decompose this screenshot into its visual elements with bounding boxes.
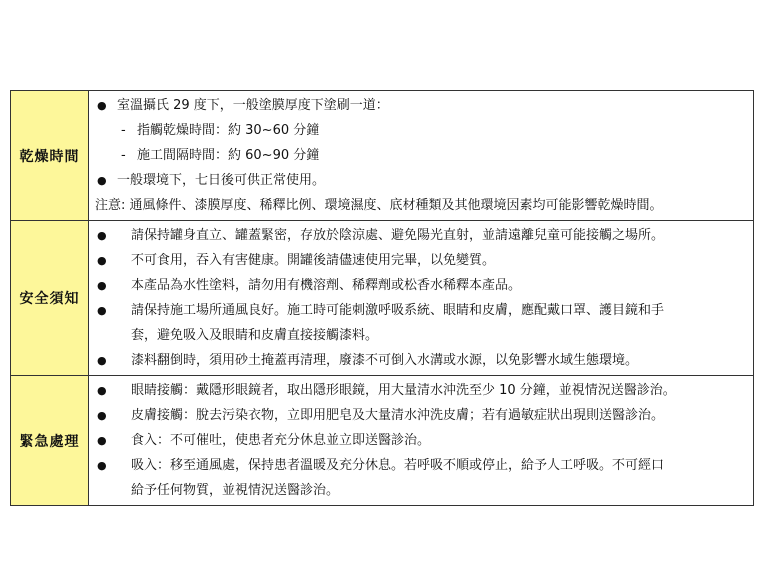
dash-icon: -: [121, 123, 126, 138]
list-item: ● 食入：不可催吐，使患者充分休息並立即送醫診治。: [95, 428, 753, 453]
bullet-icon: ●: [97, 459, 107, 472]
bullet-icon: ●: [97, 304, 107, 317]
drying-time-content: [89, 91, 754, 221]
bullet-icon: ●: [97, 409, 107, 422]
bullet-icon: ●: [97, 229, 107, 242]
emergency-label: 緊急處理: [11, 376, 89, 506]
drying-time-row: [11, 91, 754, 221]
list-subitem: - 指觸乾燥時間：約 30~60 分鐘: [95, 118, 753, 143]
list-item: ● 室溫攝氏 29 度下，一般塗膜厚度下塗刷一道：: [95, 93, 753, 118]
list-item: ● 請保持施工場所通風良好。施工時可能刺激呼吸系統、眼睛和皮膚，應配戴口罩、護目鏡和手: [95, 298, 753, 323]
list-item: ● 吸入：移至通風處，保持患者溫暖及充分休息。若呼吸不順或停止，給予人工呼吸。不可經口: [95, 453, 753, 478]
drying-time-label: 乾燥時間: [11, 91, 89, 221]
list-item: ● 眼睛接觸：戴隱形眼鏡者，取出隱形眼鏡，用大量清水沖洗至少 10 分鐘，並視情況送醫診治。: [95, 378, 753, 403]
bullet-icon: ●: [97, 354, 107, 367]
list-item: ● 漆料翻倒時，須用砂土掩蓋再清理，廢漆不可倒入水溝或水源，以免影響水域生態環境。: [95, 348, 753, 373]
drying-note: 注意: 通風條件、漆膜厚度、稀釋比例、環境濕度、底材種類及其他環境因素均可能影響乾燥時間。: [95, 198, 663, 213]
safety-content: [89, 221, 754, 376]
bullet-icon: ●: [97, 254, 107, 267]
list-item: ● 本產品為水性塗料，請勿用有機溶劑、稀釋劑或松香水稀釋本產品。: [95, 273, 753, 298]
list-item-continuation: 套，避免吸入及眼睛和皮膚直接接觸漆料。: [131, 328, 379, 343]
emergency-content: [89, 376, 754, 506]
bullet-icon: ●: [97, 279, 107, 292]
bullet-icon: ●: [97, 434, 107, 447]
safety-label: 安全須知: [11, 221, 89, 376]
bullet-icon: ●: [97, 174, 107, 187]
list-item: ● 不可食用，吞入有害健康。開罐後請儘速使用完畢，以免變質。: [95, 248, 753, 273]
safety-row: [11, 221, 754, 376]
emergency-row: [11, 376, 754, 506]
bullet-icon: ●: [97, 384, 107, 397]
list-item: ● 請保持罐身直立、罐蓋緊密，存放於陰涼處、避免陽光直射，並請遠離兒童可能接觸之場所。: [95, 223, 753, 248]
list-subitem: - 施工間隔時間：約 60~90 分鐘: [95, 143, 753, 168]
dash-icon: -: [121, 148, 126, 163]
list-item: ● 一般環境下，七日後可供正常使用。: [95, 168, 753, 193]
product-info-table: [10, 90, 754, 506]
list-item-continuation: 給予任何物質，並視情況送醫診治。: [131, 483, 340, 498]
bullet-icon: ●: [97, 99, 107, 112]
list-item: ● 皮膚接觸：脫去污染衣物，立即用肥皂及大量清水沖洗皮膚；若有過敏症狀出現則送醫診治。: [95, 403, 753, 428]
